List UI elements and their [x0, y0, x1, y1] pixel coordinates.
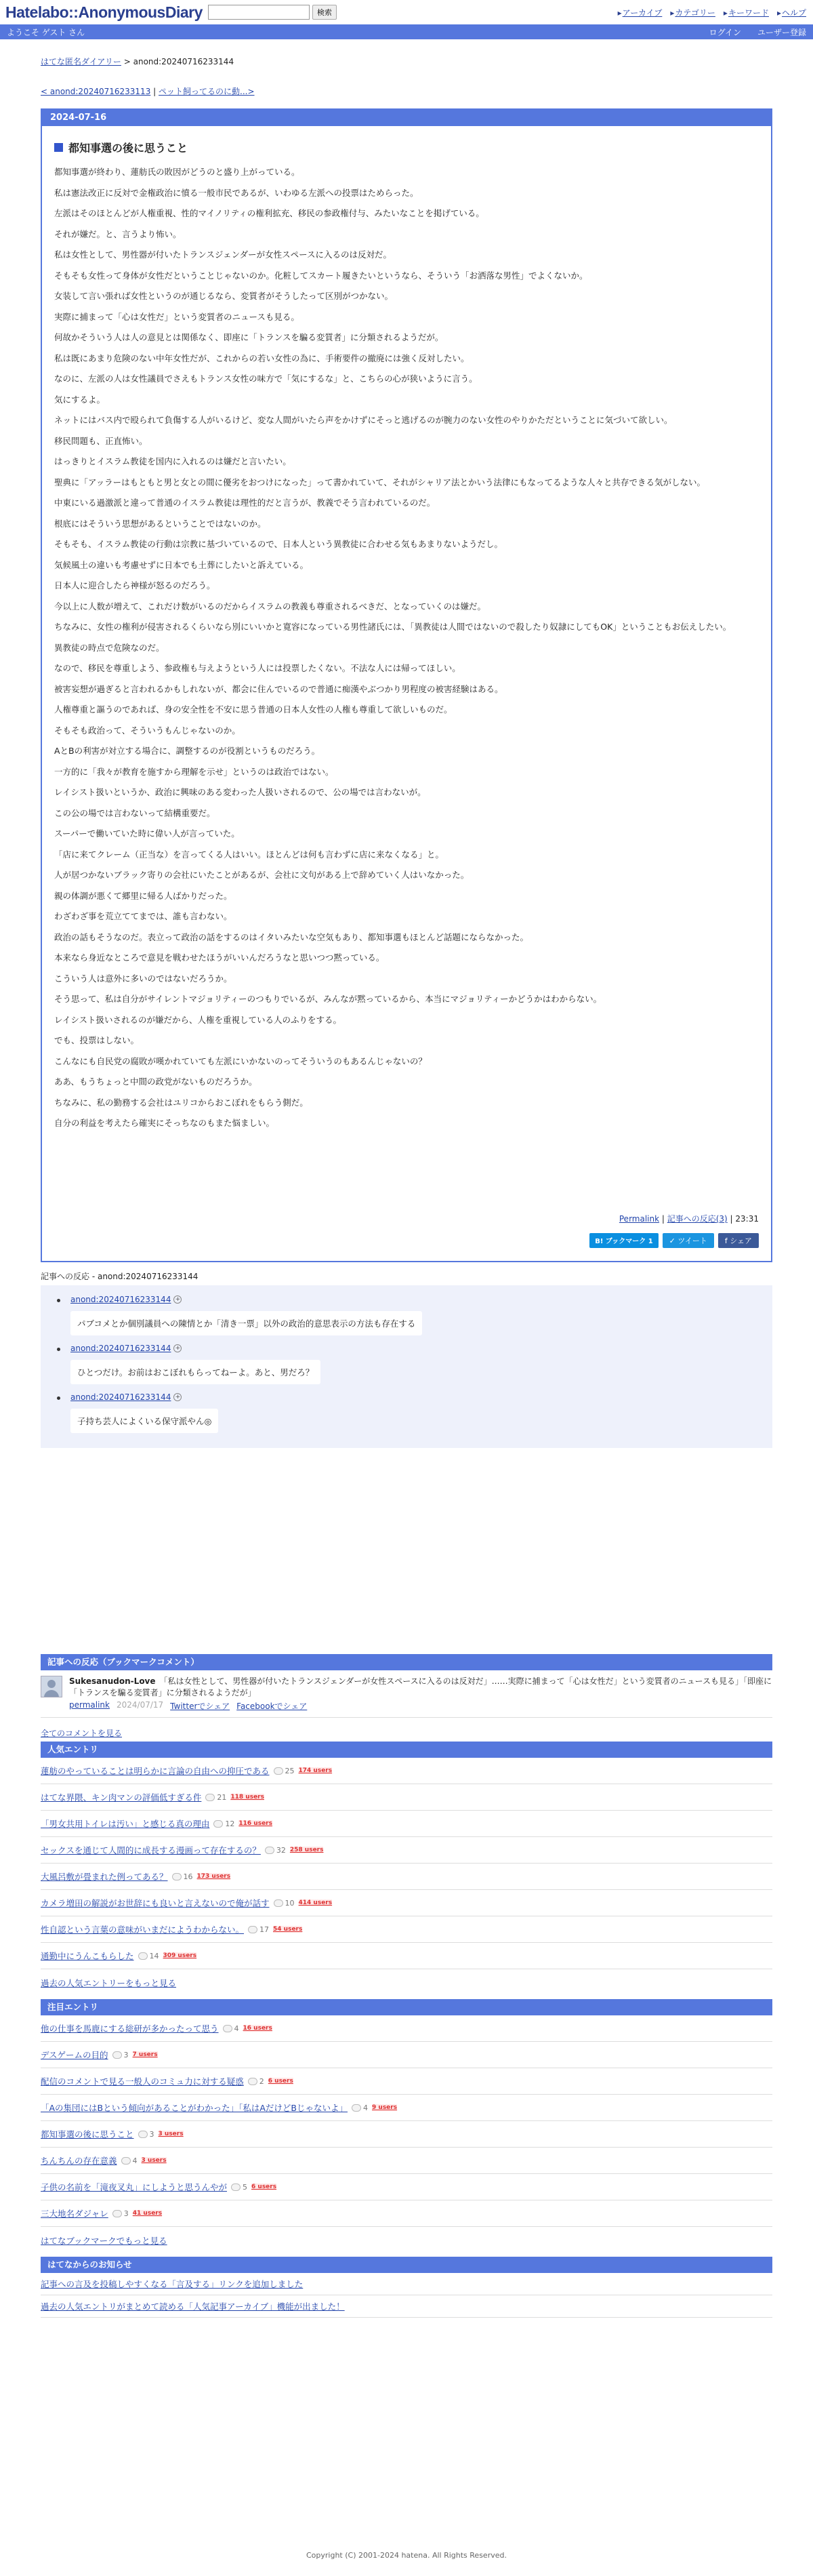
- reaction-user-link[interactable]: anond:20240716233144: [70, 1344, 171, 1353]
- bookmark-users-badge[interactable]: 16 users: [243, 2025, 272, 2032]
- bookmark-users-badge[interactable]: 258 users: [289, 1847, 324, 1853]
- bookmark-users-badge[interactable]: 174 users: [298, 1767, 333, 1774]
- entry-paragraph: 都知事選が終わり、蓮舫氏の敗因がどうのと盛り上がっている。: [54, 167, 300, 177]
- reaction-text: ひとつだけ。お前はおこぼれもらってねーよ。あと、男だろ？: [70, 1360, 320, 1384]
- comment-count-value: 25: [285, 1766, 295, 1775]
- entry-paragraph: 人が居つかないブラック寄りの会社にいたことがあるが、会社に文句がある上で辞めていく人はいなかった。: [54, 870, 470, 880]
- comment-count[interactable]: [112, 2051, 129, 2059]
- bookmark-users-badge[interactable]: 414 users: [298, 1899, 333, 1906]
- comment-count-value: 10: [285, 1898, 295, 1908]
- news-item: [41, 2295, 772, 2318]
- entry-paragraph: ネットにはバス内で殴られて負傷する人がいるけど、変な人間がいたら声をかけずにそっと逃げるのが腕力のない女性のやりかただということに気づいて欲しい。: [54, 415, 673, 425]
- entry-paragraph: 気候風土の違いも考慮せずに日本でも土葬にしたいと訴えている。: [54, 559, 309, 570]
- title-square-icon: [54, 143, 63, 152]
- search-input[interactable]: [208, 5, 310, 20]
- reactions-count-link[interactable]: 記事への反応(3): [667, 1214, 728, 1224]
- entry-paragraph: 実際に捕まって「心は女性だ」という変質者のニュースも見る。: [54, 311, 299, 322]
- entry-paragraph: ああ、もうちょっと中間の政党がないものだろうか。: [54, 1076, 257, 1087]
- comment-count-value: 2: [259, 2076, 264, 2086]
- bookmark-users-badge[interactable]: 309 users: [163, 1952, 197, 1959]
- bookmark-users-badge[interactable]: 116 users: [238, 1820, 272, 1827]
- speech-bubble-icon: [121, 2157, 131, 2165]
- entry-paragraph: 根底にはそういう思想があるということではないのか。: [54, 518, 266, 529]
- comment-count[interactable]: [248, 1925, 269, 1934]
- bookmark-users-badge[interactable]: 7 users: [132, 2051, 158, 2058]
- comment-count[interactable]: [274, 1899, 295, 1908]
- entry-paragraph: 聖典に「アッラーはもともと男と女との間に優劣をおつけになった」って書かれていて、それがシャリア法とかいう法律にもなってるような人々と共存できる気がしない。: [54, 477, 706, 487]
- comment-count-value: 3: [149, 2129, 154, 2139]
- entry-link[interactable]: カメラ増田の解説がお世辞にも良いと言えないので俺が話す: [41, 1898, 270, 1908]
- reaction-text: パブコメとか個別議員への陳情とか「清き一票」以外の政治的意思表示の方法も存在する: [70, 1311, 422, 1335]
- comment-count-value: 3: [123, 2050, 129, 2059]
- comment-count[interactable]: [265, 1846, 286, 1855]
- diary-day: [41, 108, 772, 1262]
- reactions-label: 記事への反応 - anond:20240716233144: [41, 1272, 199, 1281]
- speech-bubble-icon: [213, 1820, 223, 1828]
- comment-count-value: 5: [243, 2182, 248, 2192]
- archive-link[interactable]: ▸ アーカイブ: [618, 7, 663, 18]
- header-links: [618, 7, 806, 18]
- entry-link[interactable]: 配信のコメントで見る一般人のコミュ力に対する疑惑: [41, 2076, 244, 2087]
- comment-count[interactable]: [231, 2183, 247, 2192]
- entry-link[interactable]: 都知事選の後に思うこと: [41, 2129, 134, 2139]
- expand-plus-icon[interactable]: +: [173, 1344, 182, 1352]
- entry-paragraph: なので、移民を尊重しよう、参政権も与えようという人には投票したくない。不法な人には帰ってほしい。: [54, 663, 461, 673]
- entry-link[interactable]: ちんちんの存在意義: [41, 2156, 117, 2166]
- entry-row: [41, 2121, 772, 2148]
- entry-paragraph: 被害妄想が過ぎると言われるかもしれないが、都会に住んでいるので普通に痴漢やぶつかり男程度の被害経験はある。: [54, 683, 503, 694]
- bookmark-users-badge[interactable]: 118 users: [230, 1794, 264, 1800]
- twitter-bird-icon: ✓: [669, 1236, 678, 1245]
- entry-link[interactable]: セックスを通じて人間的に成長する漫画って存在するの？: [41, 1845, 261, 1855]
- entry-row: [41, 2200, 772, 2227]
- entry-paragraph: 中東にいる過激派と違って普通のイスラム教徒は理性的だと言うが、教義でそう言われているのだ。: [54, 498, 436, 508]
- speech-bubble-icon: [112, 2051, 122, 2059]
- user-avatar-icon[interactable]: [41, 1676, 62, 1697]
- speech-bubble-icon: [274, 1899, 283, 1907]
- entry-paragraph: 「店に来てクレーム（正当な）を言ってくる人はいい。ほとんどは何も言わずに店に来なくなる」と。: [54, 849, 444, 860]
- entry-link[interactable]: 性自認という言葉の意味がいまだにようわからない。: [41, 1925, 245, 1935]
- bookmark-users-badge[interactable]: 3 users: [158, 2131, 184, 2137]
- speech-bubble-icon: [112, 2210, 122, 2217]
- entry-link[interactable]: 通勤中にうんこもらした: [41, 1951, 134, 1961]
- site-logo[interactable]: Hatelabo::AnonymousDiary: [5, 3, 203, 21]
- entry-section: [42, 126, 771, 1129]
- comment-count[interactable]: [352, 2104, 368, 2112]
- entry-link[interactable]: 他の仕事を馬鹿にする総研が多かったって思う: [41, 2024, 219, 2034]
- entry-link[interactable]: デスゲームの目的: [41, 2050, 108, 2060]
- popular-more-link[interactable]: 過去の人気エントリーをもっと見る: [41, 1978, 177, 1988]
- comment-count[interactable]: [172, 1872, 193, 1881]
- day-date: 2024-07-16: [42, 110, 771, 126]
- bookmark-comment-text: 「私は女性として、男性器が付いたトランスジェンダーが女性スペースに入るのは反対だ」……実際に捕まって「心は女性だ」という変質者のニュースも見る」「即座に「トランスを騙る変質者」に分類されるようだが」: [69, 1676, 772, 1697]
- help-link[interactable]: ▸ ヘルプ: [777, 7, 806, 18]
- speech-bubble-icon: [231, 2183, 241, 2191]
- breadcrumb-home[interactable]: はてな匿名ダイアリー: [41, 57, 121, 66]
- speech-bubble-icon: [248, 1926, 257, 1933]
- entry-title-text[interactable]: 都知事選の後に思うこと: [68, 142, 188, 155]
- bookmark-permalink[interactable]: permalink: [69, 1700, 110, 1710]
- entry-paragraph: 異教徒の時点で危険なのだ。: [54, 642, 165, 653]
- comment-count[interactable]: [248, 2077, 264, 2086]
- entry-row: [41, 1943, 772, 1969]
- share-buttons: [589, 1233, 759, 1248]
- entry-paragraph: AとBの利害が対立する場合に、調整するのが役割というものだろう。: [54, 746, 320, 756]
- entry-paragraph: 私は憲法改正に反対で金権政治に憤る一般市民であるが、いわゆる左派への投票はためらった。: [54, 187, 419, 198]
- speech-bubble-icon: [223, 2025, 232, 2032]
- entry-paragraph: はっきりとイスラム教徒を国内に入れるのは嫌だと言いたい。: [54, 456, 291, 466]
- bookmark-users-badge[interactable]: 173 users: [196, 1873, 231, 1880]
- facebook-share-button[interactable]: [718, 1233, 759, 1248]
- expand-plus-icon[interactable]: +: [173, 1393, 182, 1401]
- comment-count-value: 32: [276, 1845, 286, 1855]
- entry-paragraph: そもそも政治って、そういうもんじゃないのか。: [54, 725, 241, 736]
- breadcrumb-current: > anond:20240716233144: [123, 57, 234, 66]
- entry-time: 23:31: [735, 1214, 759, 1224]
- reaction-item: [70, 1295, 422, 1335]
- entry-row: [41, 1784, 772, 1811]
- entry-paragraph: わざわざ事を荒立ててまでは、誰も言わない。: [54, 911, 232, 921]
- entry-paragraph: なのに、左派の人は女性議員でさえもトランス女性の味方で「気にするな」と、こちらの心が狭いように言う。: [54, 374, 478, 384]
- comment-count-value: 4: [363, 2103, 369, 2112]
- hatena-bookmark-button[interactable]: B! ブックマーク 1: [589, 1233, 658, 1248]
- speech-bubble-icon: [248, 2078, 257, 2085]
- entry-row: [41, 1811, 772, 1837]
- entry-paragraph: そもそも、イスラム教徒の行動は宗教に基づいているので、日本人という異教徒に合わせる気もあまりないようだし。: [54, 539, 503, 549]
- entry-row: [41, 2042, 772, 2068]
- comment-count-value: 4: [234, 2024, 239, 2033]
- entry-paragraph: 私は女性として、男性器が付いたトランスジェンダーが女性スペースに入るのは反対だ。: [54, 249, 392, 260]
- facebook-share-link[interactable]: Facebookでシェア: [236, 1702, 308, 1711]
- tweet-label: ツイート: [678, 1236, 707, 1245]
- entry-paragraph: そう思って、私は自分がサイレントマジョリティーのつもりでいるが、みんなが黙っているから、本当にマジョリティーかどうかはわからない。: [54, 994, 602, 1004]
- bookmark-comment: [41, 1670, 772, 1718]
- comment-count[interactable]: [213, 1819, 234, 1828]
- bookmark-users-badge[interactable]: 54 users: [273, 1926, 303, 1933]
- comment-count[interactable]: [205, 1793, 226, 1802]
- tweet-button[interactable]: [663, 1233, 714, 1248]
- entry-row: [41, 2015, 772, 2042]
- entry-row: [41, 1890, 772, 1916]
- entry-link[interactable]: 蓮舫のやっていることは明らかに言論の自由への抑圧である: [41, 1766, 270, 1776]
- entry-paragraph: こういう人は意外に多いのではないだろうか。: [54, 973, 232, 984]
- entry-paragraph: 何故かそういう人は人の意見とは関係なく、即座に「トランスを騙る変質者」に分類されるようだが。: [54, 332, 444, 342]
- news-link[interactable]: 記事への言及を投稿しやすくなる「言及する」リンクを追加しました: [41, 2279, 304, 2289]
- footer-sep-1: |: [659, 1214, 667, 1224]
- bookmark-users-badge[interactable]: 6 users: [251, 2183, 277, 2190]
- speech-bubble-icon: [352, 2104, 361, 2112]
- reaction-user-link[interactable]: anond:20240716233144: [70, 1392, 171, 1402]
- entry-paragraph: そもそも女性って身体が女性だということじゃないのか。化粧してスカート履きたいというなら、そういう「お洒落な男性」でよくないか。: [54, 270, 588, 281]
- top-bar: [0, 0, 813, 24]
- entry-link[interactable]: 三大地名ダジャレ: [41, 2209, 108, 2219]
- comment-count[interactable]: [112, 2209, 129, 2218]
- attention-list: [41, 2015, 772, 2227]
- bookmark-user[interactable]: Sukesanudon-Love: [69, 1676, 156, 1686]
- attention-more-link[interactable]: はてなブックマークでもっと見る: [41, 2236, 167, 2246]
- attention-section: [41, 1999, 772, 2254]
- bookmark-users-badge[interactable]: 3 users: [141, 2157, 167, 2164]
- entry-paragraph: 移民問題も、正直怖い。: [54, 435, 148, 446]
- permalink[interactable]: Permalink: [619, 1214, 660, 1224]
- entry-paragraph: 親の体調が悪くて郷里に帰る人ばかりだった。: [54, 890, 232, 901]
- entry-paragraph: スーパーで働いていた時に偉い人が言っていた。: [54, 828, 240, 839]
- popular-section: [41, 1742, 772, 1996]
- footer-sep-2: |: [727, 1214, 736, 1224]
- reactions-panel: [41, 1285, 772, 1448]
- entry-link[interactable]: はてな界隈、キン肉マンの評価低すぎる件: [41, 1792, 202, 1803]
- facebook-share-label: シェア: [730, 1236, 752, 1245]
- entry-row: [41, 1758, 772, 1784]
- entry-row: [41, 2095, 772, 2121]
- comment-count[interactable]: [138, 1952, 159, 1960]
- entry-body: [54, 166, 759, 1129]
- comment-count-value: 12: [225, 1819, 235, 1828]
- entry-paragraph: 自分の利益を考えたら確実にそっちなのもまた悩ましい。: [54, 1118, 275, 1128]
- keyword-link[interactable]: ▸ キーワード: [724, 7, 769, 18]
- comment-count-value: 17: [259, 1925, 270, 1934]
- entry-paragraph: こんなにも自民党の腐敗が嘆かれていても左派にいかないのってそういうのもあるんじゃないの？: [54, 1055, 427, 1066]
- comment-count-value: 4: [132, 2156, 138, 2165]
- entry-paragraph: 私は既にあまり危険のない中年女性だが、これからの若い女性の為に、手術要件の撤廃には強く反対したい。: [54, 353, 470, 363]
- comment-count-value: 16: [183, 1872, 193, 1881]
- popular-list: [41, 1758, 772, 1969]
- comment-count[interactable]: [223, 2024, 239, 2033]
- entry-paragraph: 女装して言い張れば女性というのが通じるなら、変質者がそうしたって区別がつかない。: [54, 291, 394, 301]
- entry-paragraph: 政治の話もそうなのだ。表立って政治の話をするのはイタいみたいな空気もあり、都知事選もほとんど話題にならなかった。: [54, 931, 529, 942]
- all-comments-link[interactable]: 全てのコメントを見る: [41, 1729, 123, 1738]
- entry-link[interactable]: 大風呂敷が畳まれた例ってある？: [41, 1872, 168, 1882]
- entry-paragraph: 気にするよ。: [54, 394, 106, 405]
- entry-link[interactable]: 「Aの集団にはBという傾向があることがわかった」「私はAだけどBじゃないよ」: [41, 2103, 348, 2113]
- bookmark-users-badge[interactable]: 41 users: [132, 2210, 163, 2217]
- entry-row: [41, 2148, 772, 2174]
- comment-count-value: 14: [149, 1951, 159, 1960]
- speech-bubble-icon: [205, 1794, 215, 1801]
- reaction-item: [70, 1344, 320, 1384]
- entry-paragraph: この公の場では言わないって結構重要だ。: [54, 807, 215, 818]
- popular-header: 人気エントリ: [41, 1742, 772, 1758]
- entry-paragraph: レイシスト扱いというか、政治に興味のある変わった人扱いされるので、公の場では言わないが。: [54, 787, 426, 797]
- speech-bubble-icon: [172, 1873, 182, 1880]
- comment-count-value: 3: [123, 2209, 129, 2218]
- entry-row: [41, 2068, 772, 2095]
- reaction-user-link[interactable]: anond:20240716233144: [70, 1295, 171, 1304]
- entry-paragraph: 本来なら身近なところで意見を戦わせたほうがいいんだろうなと思いつつ黙っている。: [54, 952, 385, 963]
- bookmark-section: [41, 1654, 772, 2318]
- bookmark-users-badge[interactable]: 6 users: [268, 2078, 293, 2085]
- comment-count-value: 21: [217, 1792, 227, 1802]
- bookmark-users-badge[interactable]: 9 users: [372, 2104, 398, 2111]
- search-button[interactable]: 検索: [312, 5, 337, 20]
- entry-paragraph: それが嫌だ。と、言うより怖い。: [54, 228, 182, 239]
- entry-link[interactable]: 子供の名前を「滝夜叉丸」にしようと思うんやが: [41, 2182, 228, 2192]
- next-entry-link[interactable]: ペット飼ってるのに動...>: [159, 87, 255, 96]
- comment-count[interactable]: [138, 2130, 154, 2139]
- entry-paragraph: 日本人に迎合したら神様が怒るのだろう。: [54, 580, 215, 590]
- welcome-text: ようこそ ゲスト さん: [7, 27, 85, 37]
- bookmark-date: 2024/07/17: [117, 1700, 164, 1710]
- facebook-f-icon: f: [724, 1236, 730, 1245]
- category-link[interactable]: ▸ カテゴリー: [670, 7, 715, 18]
- copyright: Copyright (C) 2001-2024 hatena. All Rights Reserved.: [306, 2551, 507, 2560]
- reaction-text: 子持ち芸人によくいる保守派やん◎: [70, 1409, 218, 1433]
- speech-bubble-icon: [265, 1847, 274, 1854]
- expand-plus-icon[interactable]: +: [173, 1295, 182, 1304]
- news-section: [41, 2257, 772, 2318]
- entry-title: [54, 140, 759, 155]
- news-header: はてなからのお知らせ: [41, 2257, 772, 2273]
- comment-count[interactable]: [274, 1767, 295, 1775]
- entry-row: [41, 1864, 772, 1890]
- entry-paragraph: ちなみに、私の勤務する会社はユリコからおこぼれをもらう側だ。: [54, 1097, 308, 1108]
- register-link[interactable]: ユーザー登録: [757, 27, 806, 37]
- attention-header: 注目エントリ: [41, 1999, 772, 2015]
- login-link[interactable]: ログイン: [709, 27, 741, 37]
- breadcrumb: [41, 56, 234, 67]
- reaction-item: [70, 1392, 218, 1433]
- entry-row: [41, 1916, 772, 1943]
- entry-paragraph: レイシスト扱いされるのが嫌だから、人権を重視している人のふりをする。: [54, 1014, 342, 1025]
- twitter-share-link[interactable]: Twitterでシェア: [170, 1702, 230, 1711]
- entry-row: [41, 1837, 772, 1864]
- entry-paragraph: 一方的に「我々が教育を施すから理解を示せ」というのは政治ではない。: [54, 766, 334, 777]
- entry-paragraph: 左派はそのほとんどが人権重視、性的マイノリティの権利拡充、移民の参政権付与、みたいなことを掲げている。: [54, 208, 484, 218]
- news-item: [41, 2273, 772, 2295]
- speech-bubble-icon: [274, 1767, 283, 1775]
- news-link[interactable]: 過去の人気エントリがまとめて読める「人気記事アーカイブ」機能が出ました！: [41, 2301, 345, 2312]
- speech-bubble-icon: [138, 1952, 148, 1960]
- speech-bubble-icon: [138, 2131, 148, 2138]
- comment-count[interactable]: [121, 2156, 138, 2165]
- welcome-bar: [0, 24, 813, 39]
- bookmark-comments-header: 記事への反応（ブックマークコメント）: [41, 1654, 772, 1670]
- entry-link[interactable]: 「男女共用トイレは汚い」と感じる真の理由: [41, 1819, 210, 1829]
- entry-paragraph: ちなみに、女性の権利が侵害されるくらいなら別にいいかと寛容になっている男性諸氏には、「異教徒は人間ではないので殺したり奴隷にしてもOK」ということもお伝えしたい。: [54, 622, 732, 632]
- prev-entry-link[interactable]: < anond:20240716233113: [41, 87, 151, 96]
- entry-row: [41, 2174, 772, 2200]
- entry-footer: [619, 1213, 759, 1224]
- entry-paragraph: でも、投票はしない。: [54, 1035, 140, 1045]
- entry-paragraph: 人権尊重と謳うのであれば、身の安全性を不安に思う普通の日本人女性の人権も尊重して欲しいものだ。: [54, 704, 453, 715]
- prev-next-nav: [41, 85, 255, 97]
- nav-separator: |: [153, 87, 157, 96]
- entry-paragraph: 今以上に人数が増えて、これだけ数がいるのだからイスラムの教義も尊重されるべきだ、となっていくのは嫌だ。: [54, 601, 486, 611]
